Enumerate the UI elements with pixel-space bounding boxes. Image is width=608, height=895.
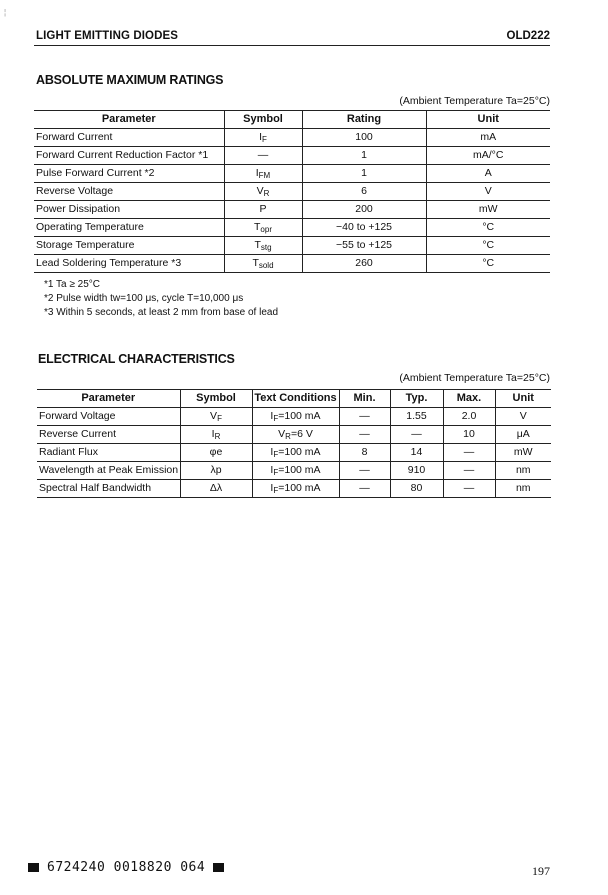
parameter-cell: Operating Temperature bbox=[34, 219, 224, 237]
table-row bbox=[37, 408, 551, 426]
symbol-cell-main: φe bbox=[209, 446, 223, 458]
col-header-symbol: Symbol bbox=[224, 111, 302, 129]
condition-cell bbox=[252, 462, 339, 480]
barcode-block-left bbox=[28, 863, 39, 872]
typ-cell: 80 bbox=[390, 480, 443, 498]
symbol-cell-main: I bbox=[255, 167, 259, 179]
parameter-cell: Forward Current Reduction Factor *1 bbox=[34, 147, 224, 165]
condition-cell-main: I bbox=[270, 482, 274, 494]
symbol-cell bbox=[180, 408, 252, 426]
symbol-cell-subscript: FM bbox=[258, 171, 271, 180]
parameter-cell: Storage Temperature bbox=[34, 237, 224, 255]
rating-cell: 260 bbox=[302, 255, 426, 273]
condition-cell bbox=[252, 408, 339, 426]
condition-cell bbox=[252, 444, 339, 462]
parameter-cell: Radiant Flux bbox=[37, 444, 180, 462]
symbol-cell-main: Δλ bbox=[209, 482, 223, 494]
symbol-cell bbox=[180, 444, 252, 462]
header-category: LIGHT EMITTING DIODES bbox=[36, 30, 179, 42]
barcode-block-right bbox=[213, 863, 224, 872]
abs-max-table bbox=[34, 110, 550, 273]
unit-cell: V bbox=[426, 183, 550, 201]
symbol-cell-subscript: sold bbox=[258, 261, 274, 270]
col-header-parameter: Parameter bbox=[37, 390, 180, 408]
condition-cell-rest: =100 mA bbox=[278, 464, 321, 476]
symbol-cell-subscript: stg bbox=[260, 243, 272, 252]
unit-cell: °C bbox=[426, 255, 550, 273]
rating-cell: 1 bbox=[302, 165, 426, 183]
rating-cell: −55 to +125 bbox=[302, 237, 426, 255]
parameter-cell: Reverse Current bbox=[37, 426, 180, 444]
col-header-unit: Unit bbox=[426, 111, 550, 129]
col-header-typ: Typ. bbox=[390, 390, 443, 408]
margin-mark: ¦ bbox=[4, 8, 7, 17]
electrical-title: ELECTRICAL CHARACTERISTICS bbox=[38, 352, 235, 366]
symbol-cell bbox=[224, 183, 302, 201]
unit-cell: mW bbox=[495, 444, 551, 462]
condition-cell-subscript: F bbox=[273, 450, 279, 459]
typ-cell: 14 bbox=[390, 444, 443, 462]
barcode-text: 6724240 0018820 064 bbox=[47, 860, 206, 875]
symbol-cell-main: T bbox=[254, 239, 261, 251]
symbol-cell-subscript: R bbox=[263, 189, 270, 198]
max-cell: 10 bbox=[443, 426, 495, 444]
rating-cell: 200 bbox=[302, 201, 426, 219]
page-number: 197 bbox=[532, 864, 550, 878]
abs-max-ambient: (Ambient Temperature Ta=25°C) bbox=[399, 95, 550, 107]
symbol-cell-main: I bbox=[211, 428, 215, 440]
condition-cell-main: I bbox=[270, 410, 274, 422]
condition-cell-main: I bbox=[270, 446, 274, 458]
rating-cell: −40 to +125 bbox=[302, 219, 426, 237]
typ-cell: — bbox=[390, 426, 443, 444]
symbol-cell-main: T bbox=[254, 221, 261, 233]
symbol-cell bbox=[224, 255, 302, 273]
rating-cell: 1 bbox=[302, 147, 426, 165]
condition-cell-rest: =100 mA bbox=[278, 410, 321, 422]
condition-cell bbox=[252, 480, 339, 498]
table-row bbox=[34, 201, 550, 219]
table-row bbox=[37, 480, 551, 498]
symbol-cell-main: λp bbox=[210, 464, 222, 476]
abs-max-header-row bbox=[34, 111, 550, 129]
min-cell: 8 bbox=[339, 444, 390, 462]
parameter-cell: Wavelength at Peak Emission bbox=[37, 462, 180, 480]
symbol-cell-main: — bbox=[257, 149, 269, 161]
symbol-cell-main: I bbox=[259, 131, 263, 143]
max-cell: — bbox=[443, 444, 495, 462]
condition-cell-subscript: F bbox=[273, 486, 279, 495]
col-header-parameter: Parameter bbox=[34, 111, 224, 129]
parameter-cell: Forward Voltage bbox=[37, 408, 180, 426]
condition-cell-main: I bbox=[270, 464, 274, 476]
electrical-header-row bbox=[37, 390, 551, 408]
unit-cell: °C bbox=[426, 237, 550, 255]
symbol-cell-subscript: F bbox=[262, 135, 267, 144]
col-header-rating: Rating bbox=[302, 111, 426, 129]
note-2: *2 Pulse width tw=100 μs, cycle T=10,000 μs bbox=[44, 293, 244, 304]
header-part-number: OLD222 bbox=[506, 30, 550, 42]
note-1: *1 Ta ≥ 25°C bbox=[44, 279, 101, 290]
symbol-cell-main: V bbox=[256, 185, 264, 197]
abs-max-title: ABSOLUTE MAXIMUM RATINGS bbox=[36, 73, 224, 87]
table-row bbox=[37, 426, 551, 444]
parameter-cell: Forward Current bbox=[34, 129, 224, 147]
symbol-cell bbox=[180, 462, 252, 480]
symbol-cell-subscript: R bbox=[214, 432, 221, 441]
symbol-cell bbox=[224, 165, 302, 183]
unit-cell: °C bbox=[426, 219, 550, 237]
symbol-cell bbox=[224, 219, 302, 237]
table-row bbox=[34, 255, 550, 273]
unit-cell: μA bbox=[495, 426, 551, 444]
barcode-line bbox=[28, 860, 224, 875]
symbol-cell bbox=[180, 480, 252, 498]
min-cell: — bbox=[339, 480, 390, 498]
max-cell: — bbox=[443, 462, 495, 480]
parameter-cell: Pulse Forward Current *2 bbox=[34, 165, 224, 183]
parameter-cell: Power Dissipation bbox=[34, 201, 224, 219]
parameter-cell: Lead Soldering Temperature *3 bbox=[34, 255, 224, 273]
electrical-ambient: (Ambient Temperature Ta=25°C) bbox=[399, 372, 550, 384]
symbol-cell bbox=[224, 129, 302, 147]
table-row bbox=[34, 165, 550, 183]
condition-cell-rest: =100 mA bbox=[278, 482, 321, 494]
parameter-cell: Reverse Voltage bbox=[34, 183, 224, 201]
symbol-cell-subscript: opr bbox=[260, 225, 272, 234]
unit-cell: nm bbox=[495, 462, 551, 480]
symbol-cell bbox=[224, 147, 302, 165]
max-cell: 2.0 bbox=[443, 408, 495, 426]
symbol-cell bbox=[180, 426, 252, 444]
note-3: *3 Within 5 seconds, at least 2 mm from base of lead bbox=[44, 307, 278, 318]
unit-cell: A bbox=[426, 165, 550, 183]
table-row bbox=[37, 462, 551, 480]
typ-cell: 910 bbox=[390, 462, 443, 480]
table-row bbox=[34, 237, 550, 255]
condition-cell-subscript: R bbox=[285, 432, 291, 441]
symbol-cell bbox=[224, 237, 302, 255]
table-row bbox=[34, 183, 550, 201]
symbol-cell-main: T bbox=[252, 257, 259, 269]
abs-max-notes bbox=[44, 278, 278, 320]
condition-cell-subscript: F bbox=[273, 414, 279, 423]
col-header-unit: Unit bbox=[495, 390, 551, 408]
parameter-cell: Spectral Half Bandwidth bbox=[37, 480, 180, 498]
min-cell: — bbox=[339, 462, 390, 480]
table-row bbox=[34, 129, 550, 147]
condition-cell bbox=[252, 426, 339, 444]
col-header-max: Max. bbox=[443, 390, 495, 408]
symbol-cell-subscript: F bbox=[217, 414, 222, 423]
symbol-cell-main: V bbox=[210, 410, 218, 422]
electrical-table bbox=[37, 389, 551, 498]
condition-cell-rest: =100 mA bbox=[278, 446, 321, 458]
header-rule bbox=[34, 45, 550, 46]
max-cell: — bbox=[443, 480, 495, 498]
rating-cell: 6 bbox=[302, 183, 426, 201]
table-row bbox=[34, 147, 550, 165]
rating-cell: 100 bbox=[302, 129, 426, 147]
table-row bbox=[37, 444, 551, 462]
table-row bbox=[34, 219, 550, 237]
symbol-cell-main: P bbox=[259, 203, 267, 215]
condition-cell-subscript: F bbox=[273, 468, 279, 477]
unit-cell: nm bbox=[495, 480, 551, 498]
min-cell: — bbox=[339, 426, 390, 444]
symbol-cell bbox=[224, 201, 302, 219]
condition-cell-main: V bbox=[278, 428, 286, 440]
unit-cell: mW bbox=[426, 201, 550, 219]
col-header-conditions: Text Conditions bbox=[252, 390, 339, 408]
min-cell: — bbox=[339, 408, 390, 426]
unit-cell: mA/°C bbox=[426, 147, 550, 165]
col-header-symbol: Symbol bbox=[180, 390, 252, 408]
typ-cell: 1.55 bbox=[390, 408, 443, 426]
col-header-min: Min. bbox=[339, 390, 390, 408]
unit-cell: mA bbox=[426, 129, 550, 147]
unit-cell: V bbox=[495, 408, 551, 426]
condition-cell-rest: =6 V bbox=[290, 428, 313, 440]
